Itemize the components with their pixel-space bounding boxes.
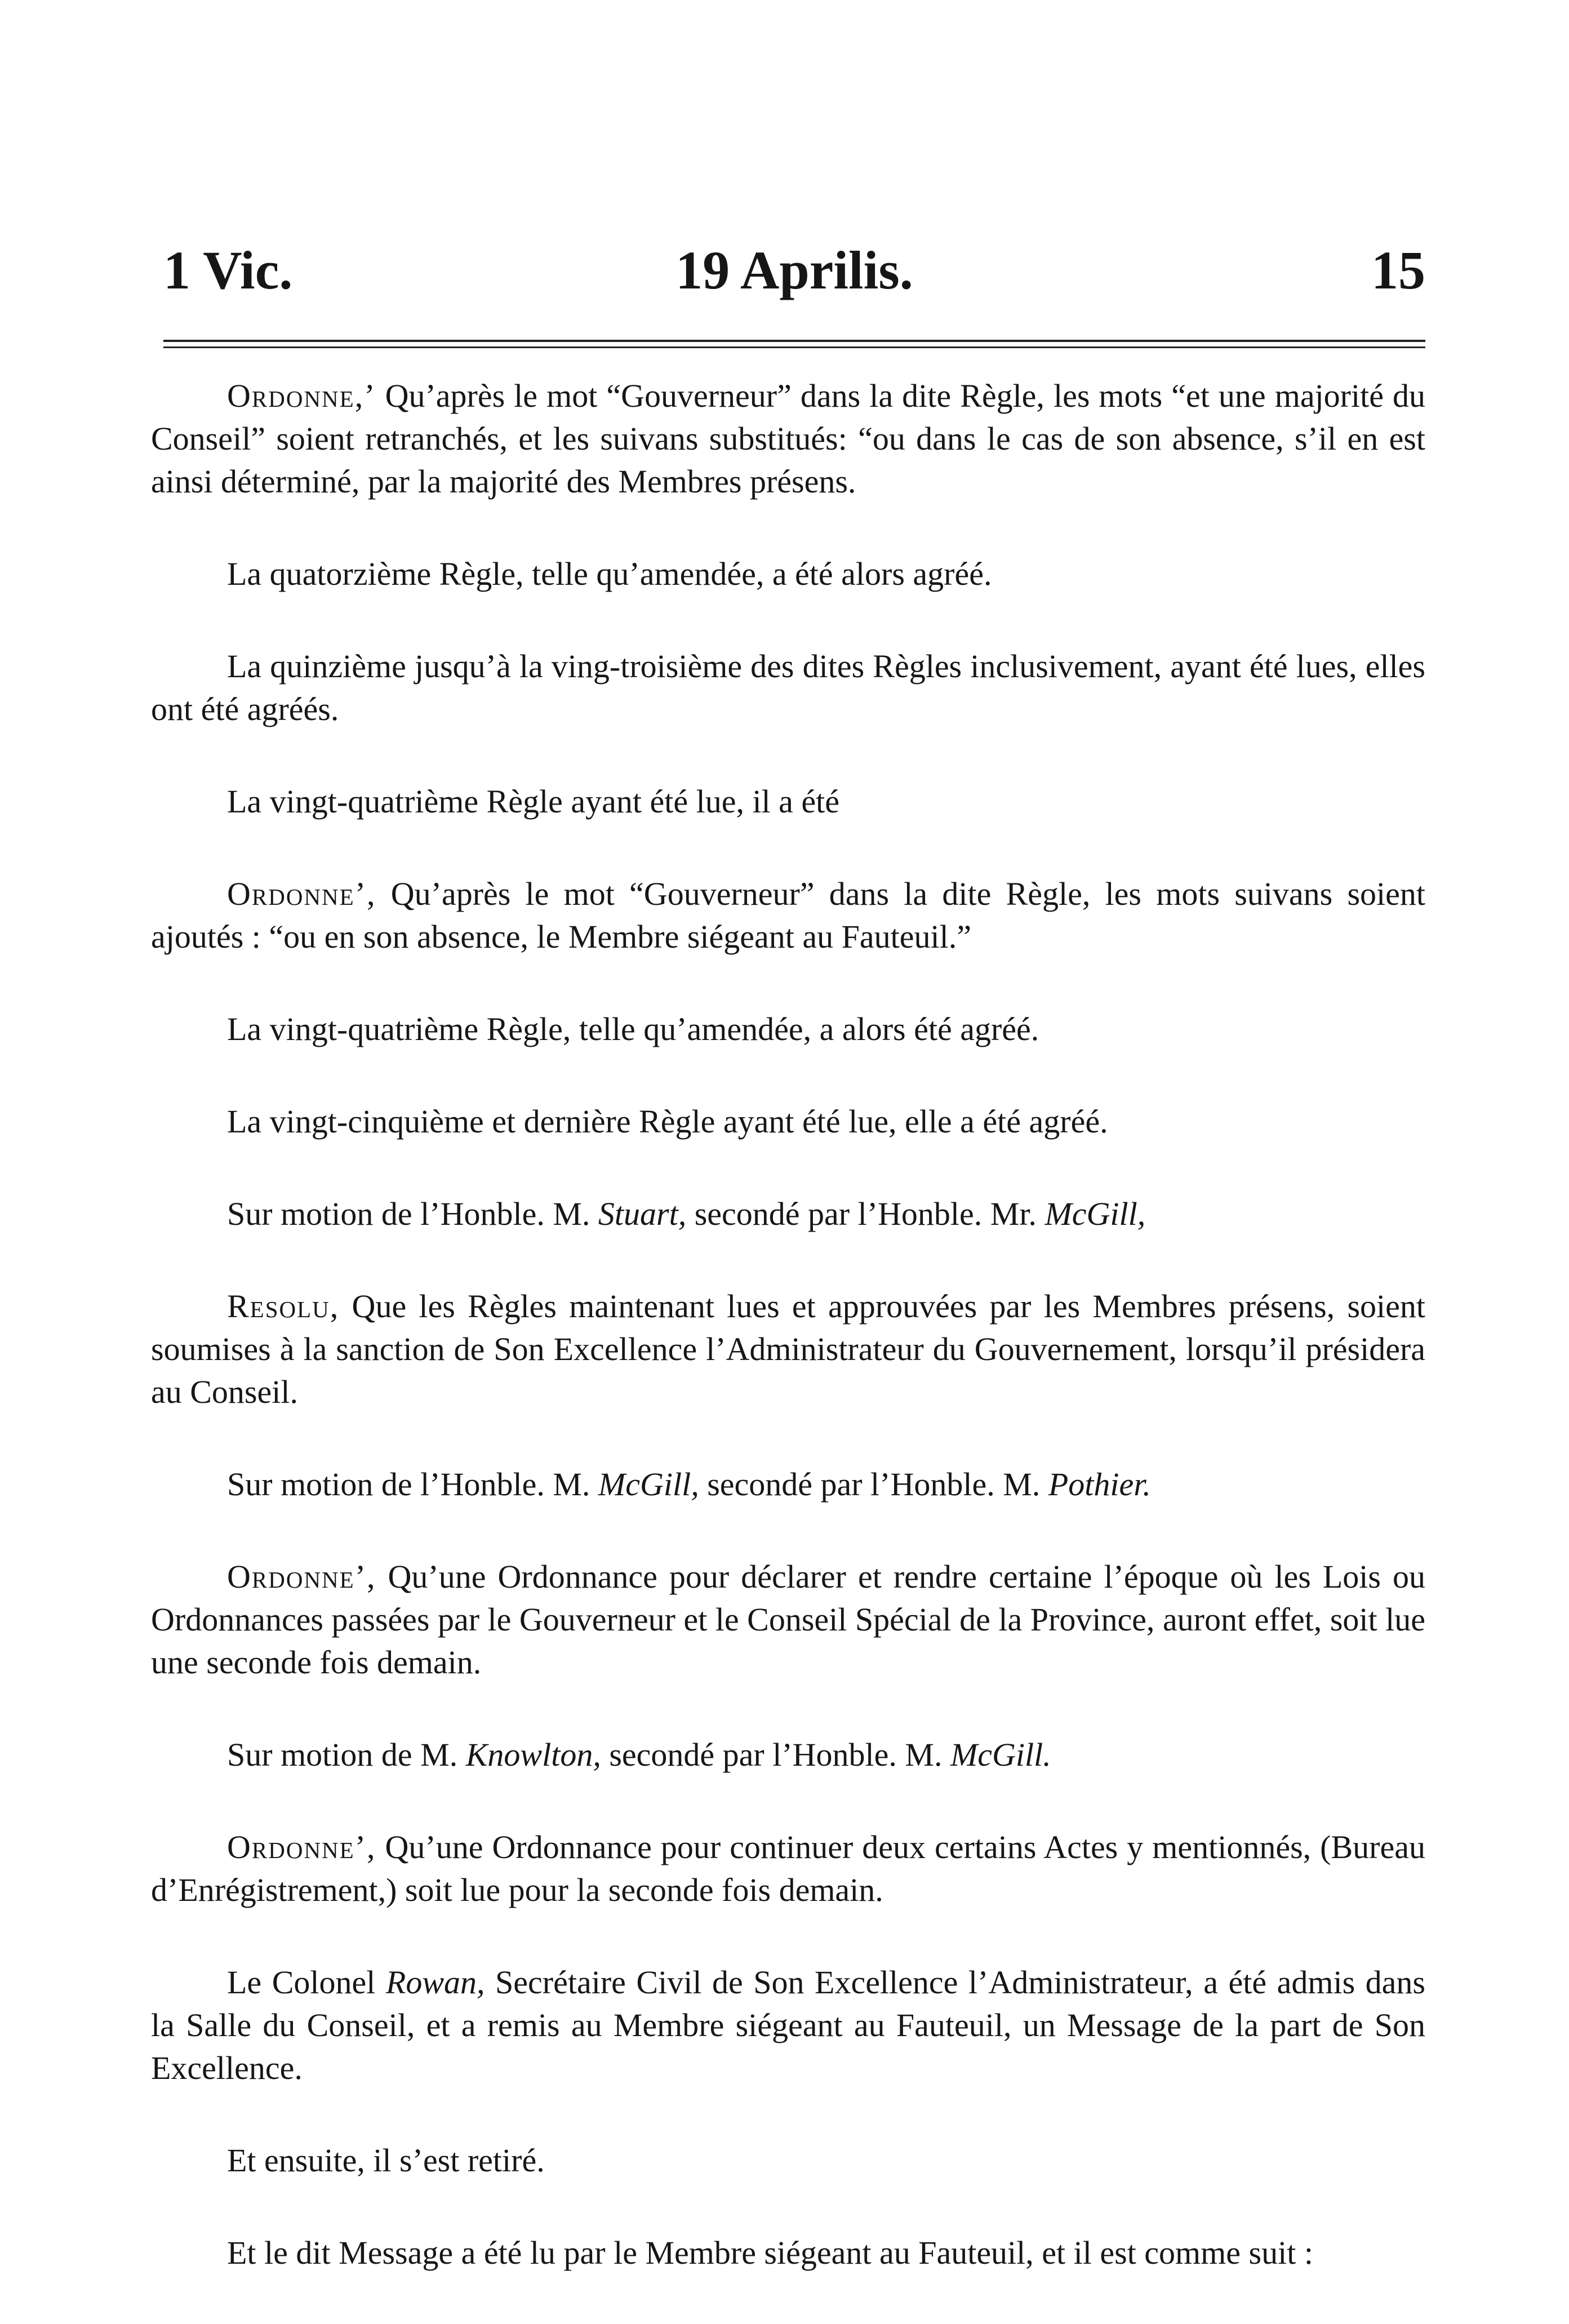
paragraph [151, 1961, 1425, 2090]
header-rule-line [163, 346, 1425, 348]
paragraph-text: Et ensuite, il s’est retiré. [227, 2142, 545, 2179]
motion-text: secondé par l’Honble. M. [699, 1466, 1048, 1503]
paragraph-lead: Resolu, [227, 1288, 340, 1325]
paragraph [151, 2232, 1425, 2274]
paragraph [151, 1100, 1425, 1143]
motion-text: secondé par l’Honble. M. [601, 1736, 950, 1773]
paragraph [151, 1556, 1425, 1684]
paragraph [151, 1285, 1425, 1414]
motion-line [151, 1193, 1425, 1236]
paragraph-text: Qu’après le mot “Gouverneur” dans la dite Règle, les mots “et une majorité du Conseil” soient retranchés, et les suivans substitués: “ou dans le cas de son absence, s’il en est ainsi déterminé, par la majorité des Membres présens. [151, 377, 1425, 500]
mover-name: Stuart, [598, 1196, 687, 1232]
person-name: Rowan, [385, 1964, 485, 2001]
paragraph [151, 1008, 1425, 1051]
mover-name: Knowlton, [465, 1736, 601, 1773]
header-regnal-year: 1 Vic. [163, 240, 293, 300]
header-date: 19 Aprilis. [675, 240, 913, 300]
motion-text: Sur motion de l’Honble. M. [227, 1196, 598, 1232]
header-rule-line [163, 340, 1425, 342]
motion-line [151, 1463, 1425, 1506]
paragraph [151, 1826, 1425, 1912]
seconder-name: McGill, [1044, 1196, 1146, 1232]
page-number: 15 [1371, 240, 1425, 300]
paragraph-lead: Ordonne,’ [227, 377, 376, 414]
paragraph-lead: Ordonne’, [227, 1829, 376, 1865]
paragraph-text: Et le dit Message a été lu par le Membre siégeant au Fauteuil, et il est comme suit : [227, 2234, 1313, 2271]
paragraph-text: Le Colonel [227, 1964, 386, 2001]
seconder-name: McGill. [950, 1736, 1051, 1773]
paragraph-text: La quinzième jusqu’à la ving-troisième des dites Règles inclusivement, ayant été lues, elles ont été agréés. [151, 648, 1425, 727]
paragraph [151, 2139, 1425, 2182]
paragraph-lead: Ordonne’, [227, 1558, 376, 1595]
paragraph [151, 780, 1425, 823]
motion-text: secondé par l’Honble. Mr. [686, 1196, 1045, 1232]
paragraph-text: La vingt-quatrième Règle, telle qu’amendée, a alors été agréé. [227, 1011, 1039, 1047]
motion-line [151, 1734, 1425, 1776]
paragraph [151, 375, 1425, 503]
motion-text: Sur motion de l’Honble. M. [227, 1466, 598, 1503]
paragraph-text: Qu’après le mot “Gouverneur” dans la dite Règle, les mots suivans soient ajoutés : “ou en son absence, le Membre siégeant au Fauteuil.” [151, 876, 1425, 955]
paragraph-text: La quatorzième Règle, telle qu’amendée, a été alors agréé. [227, 556, 992, 592]
paragraph-text: La vingt-quatrième Règle ayant été lue, il a été [227, 783, 840, 820]
motion-text: Sur motion de M. [227, 1736, 466, 1773]
paragraph [151, 645, 1425, 731]
paragraph-text: Secrétaire Civil de Son Excellence l’Administrateur, a été admis dans la Salle du Conseil, et a remis au Membre siégeant au Fauteuil, un Message de la part de Son Excellence. [151, 1964, 1425, 2086]
seconder-name: Pothier. [1048, 1466, 1151, 1503]
mover-name: McGill, [598, 1466, 699, 1503]
paragraph-text: Que les Règles maintenant lues et approuvées par les Membres présens, soient soumises à la sanction de Son Excellence l’Administrateur du Gouvernement, lorsqu’il présidera au Conseil. [151, 1288, 1425, 1410]
paragraph-lead: Ordonne’, [227, 876, 376, 912]
paragraph [151, 873, 1425, 958]
running-header [163, 237, 1425, 304]
paragraph [151, 553, 1425, 596]
paragraph-text: La vingt-cinquième et dernière Règle ayant été lue, elle a été agréé. [227, 1103, 1108, 1140]
paragraph-text: Qu’une Ordonnance pour déclarer et rendre certaine l’époque où les Lois ou Ordonnances passées par le Gouverneur et le Conseil Spécial de la Province, auront effet, soit lue une seconde fois demain. [151, 1558, 1425, 1681]
paragraph-text: Qu’une Ordonnance pour continuer deux certains Actes y mentionnés, (Bureau d’Enrégistrement,) soit lue pour la seconde fois demain. [151, 1829, 1425, 1908]
body-text [151, 375, 1425, 2324]
header-double-rule [163, 340, 1425, 351]
